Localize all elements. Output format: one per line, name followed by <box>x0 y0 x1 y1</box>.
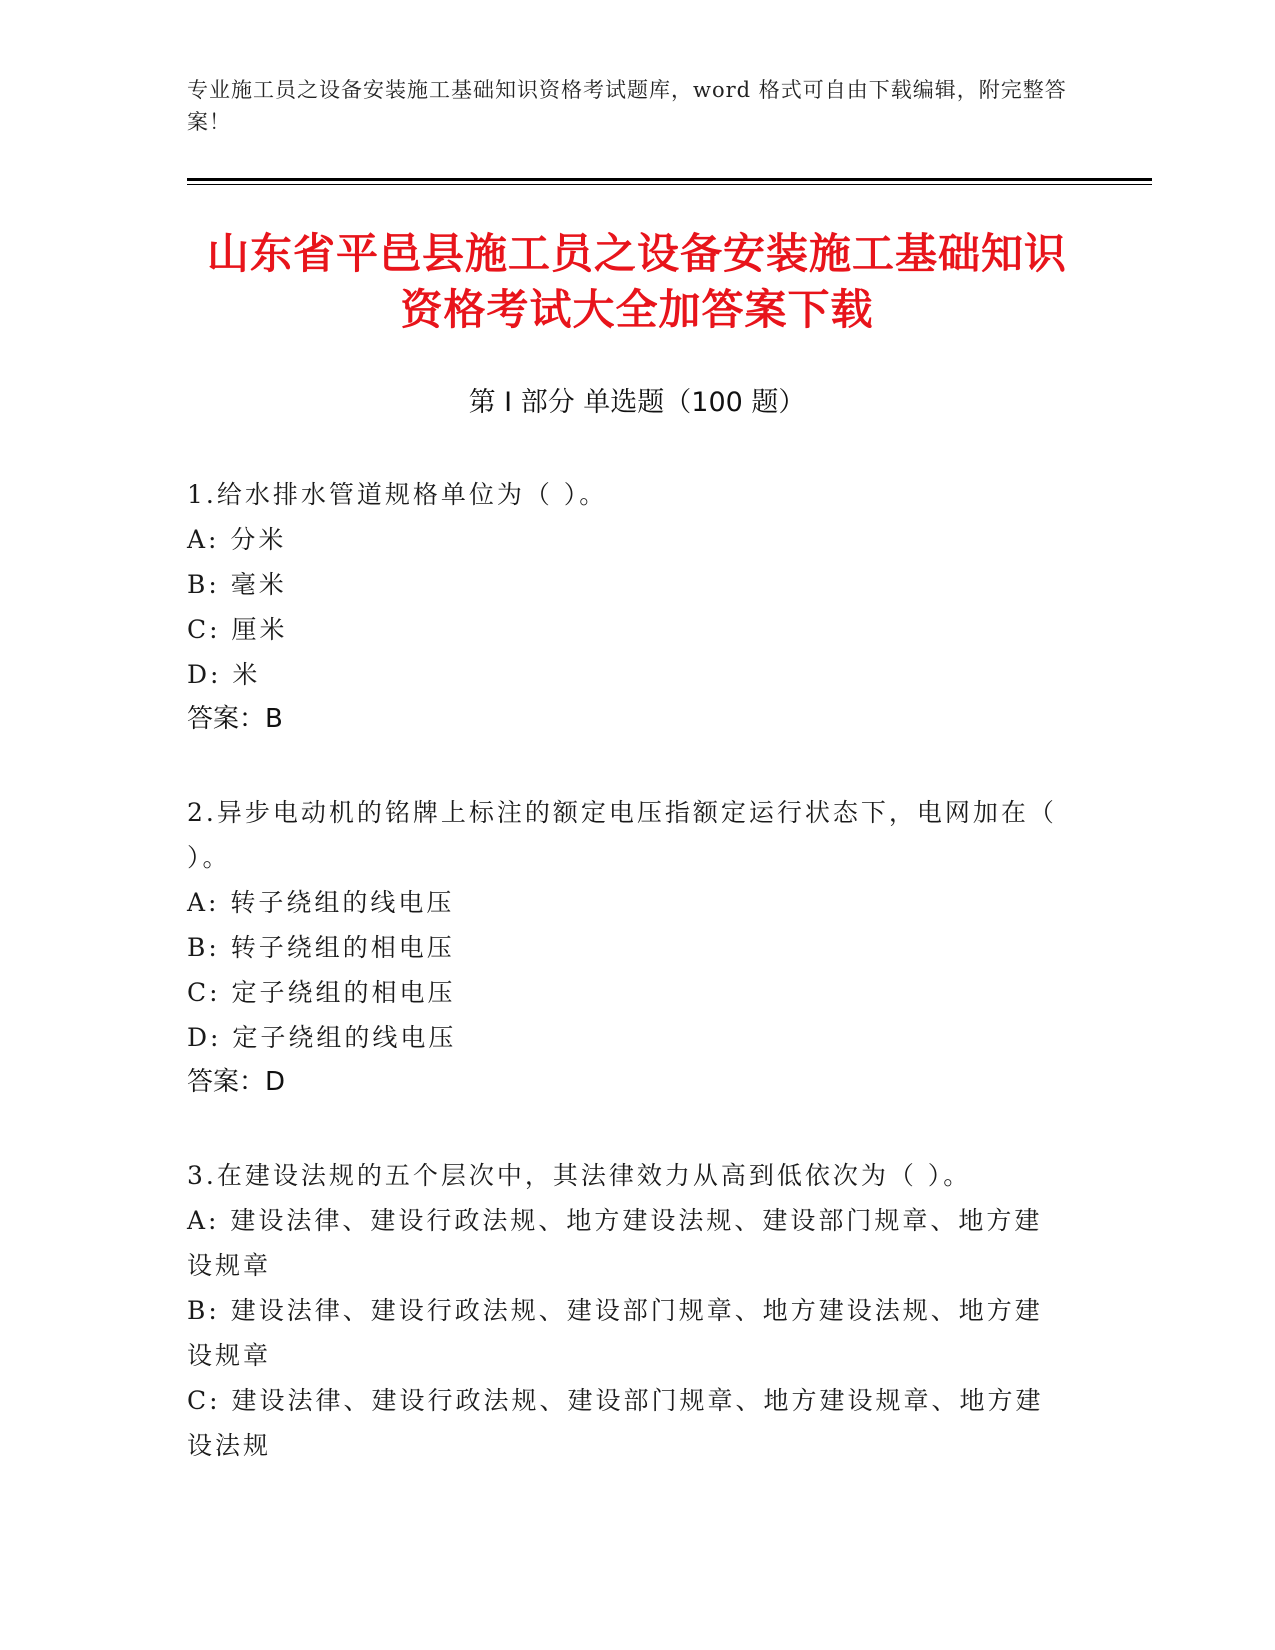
document-title: 山东省平邑县施工员之设备安装施工基础知识资格考试大全加答案下载 <box>206 229 1067 334</box>
option-b: B: 建设法律、建设行政法规、建设部门规章、地方建设法规、地方建设规章 <box>187 1296 1043 1370</box>
option-c: C: 建设法律、建设行政法规、建设部门规章、地方建设规章、地方建设法规 <box>187 1386 1044 1460</box>
header-rule-thin <box>187 184 1152 185</box>
question-stem: 1.给水排水管道规格单位为（ ）。 <box>187 480 608 509</box>
option-c: C: 厘米 <box>187 615 288 644</box>
question-3 <box>187 1153 1067 1468</box>
answer: 答案：D <box>187 1067 286 1097</box>
header-rule-thick <box>187 178 1152 181</box>
option-a: A: 分米 <box>187 525 287 554</box>
question-1 <box>187 472 1067 742</box>
option-a: A: 建设法律、建设行政法规、地方建设法规、建设部门规章、地方建设规章 <box>187 1206 1043 1280</box>
question-stem: 2.异步电动机的铭牌上标注的额定电压指额定运行状态下，电网加在（ ）。 <box>187 798 1057 872</box>
section-heading: 第 I 部分 单选题（100 题） <box>468 387 806 418</box>
option-b: B: 毫米 <box>187 570 287 599</box>
header-note: 专业施工员之设备安装施工基础知识资格考试题库，word 格式可自由下载编辑，附完整答案！ <box>187 78 1067 134</box>
option-b: B: 转子绕组的相电压 <box>187 933 455 962</box>
question-2 <box>187 790 1067 1105</box>
answer: 答案：B <box>187 704 283 734</box>
question-stem: 3.在建设法规的五个层次中，其法律效力从高到低依次为（ ）。 <box>187 1161 972 1190</box>
option-d: D: 定子绕组的线电压 <box>187 1023 457 1052</box>
option-c: C: 定子绕组的相电压 <box>187 978 456 1007</box>
option-a: A: 转子绕组的线电压 <box>187 888 455 917</box>
option-d: D: 米 <box>187 660 261 689</box>
